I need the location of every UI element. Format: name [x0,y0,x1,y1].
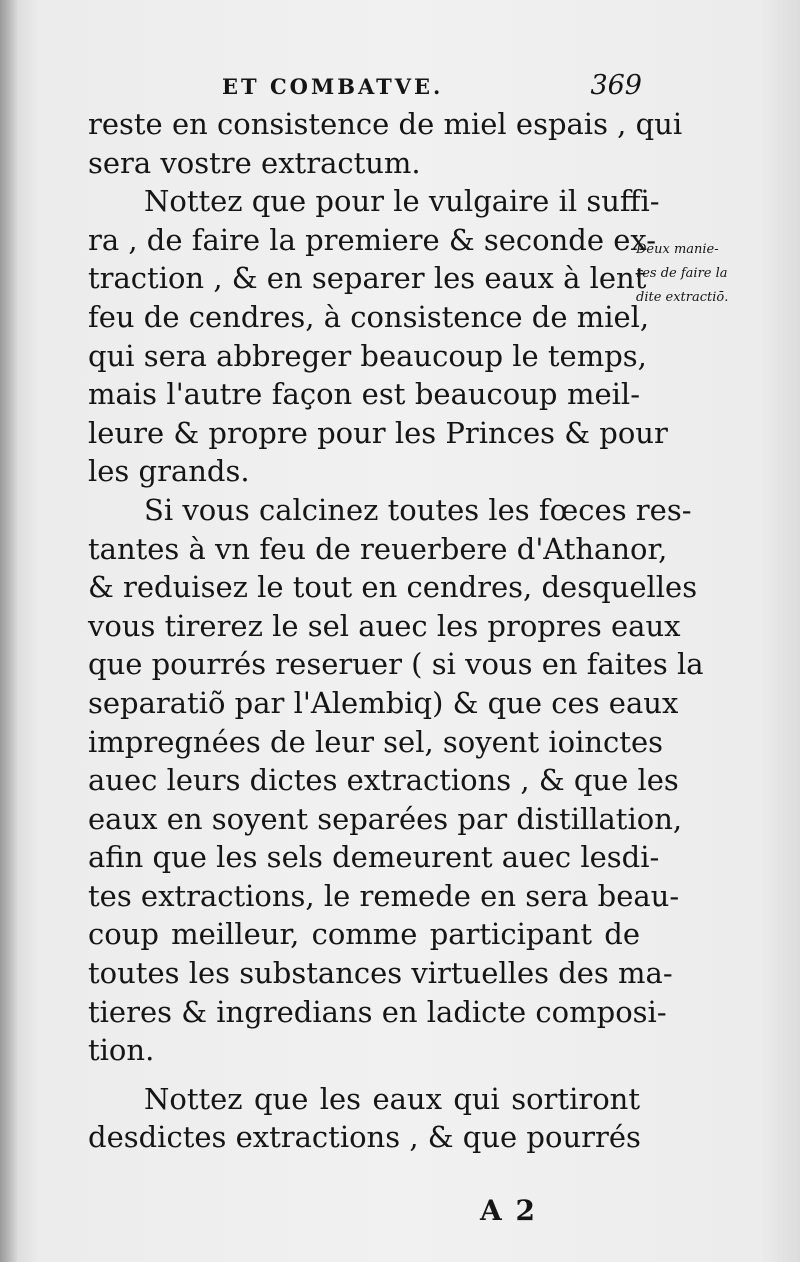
text-line: mais l'autre façon est beaucoup meil- [88,377,640,412]
gutter-shadow [0,0,18,1262]
text-line: Si vous calcinez toutes les fœces res- [144,492,692,527]
page-header [222,70,642,104]
text-line: tantes à vn feu de reuerbere d'Athanor, [88,531,668,566]
text-line: leure & propre pour les Princes & pour [88,415,668,450]
text-line: eaux en soyent separées par distillation, [88,801,683,836]
margin-note [636,238,796,310]
text-line: toutes les substances virtuelles des ma- [88,956,673,991]
text-line: qui sera abbreger beaucoup le temps, [88,338,647,373]
text-line: feu de cendres, à consistence de miel, [88,299,650,334]
text-line: Nottez que les eaux qui sortiront [144,1081,640,1116]
signature-mark: A 2 [480,1194,537,1227]
margin-note-line: Deux manie- [636,242,719,257]
text-line: desdictes extractions , & que pourrés [88,1120,641,1155]
text-line: vous tirerez le sel auec les propres eaux [88,608,681,643]
text-line: ra , de faire la premiere & seconde ex- [88,222,657,257]
text-line: que pourrés reseruer ( si vous en faites la [88,647,704,682]
text-line: & reduisez le tout en cendres, desquelles [88,570,698,605]
text-line: afin que les sels demeurent auec lesdi- [88,840,660,875]
text-line: les grands. [88,454,250,489]
text-line: coup meilleur, comme participant de [88,917,640,952]
text-line: tieres & ingredians en ladicte composi- [88,994,667,1029]
text-line: traction , & en separer les eaux à lent [88,261,647,296]
margin-note-line: dite extractiō. [636,290,729,305]
text-line: Nottez que pour le vulgaire il suffi- [144,184,660,219]
text-line: sera vostre extractum. [88,145,421,180]
text-line: tion. [88,1033,155,1068]
text-line: reste en consistence de miel espais , qui [88,107,683,141]
text-line: tes extractions, le remede en sera beau- [88,878,680,913]
text-line: auec leurs dictes extractions , & que les [88,763,679,798]
running-title: ET COMBATVE. [222,74,444,99]
text-line: impregnées de leur sel, soyent ioinctes [88,724,663,759]
text-line: separatiõ par l'Alembiq) & que ces eaux [88,685,679,720]
margin-note-line: res de faire la [636,266,728,281]
page-number: 369 [590,70,642,101]
